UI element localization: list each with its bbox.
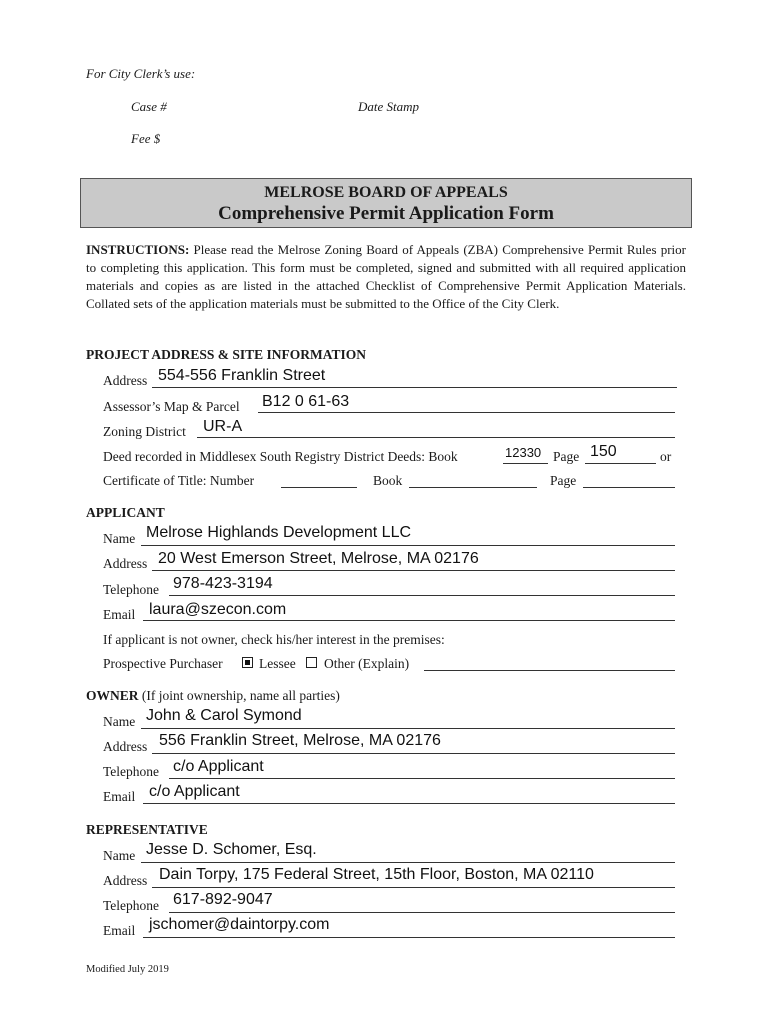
applicant-phone-label: Telephone bbox=[103, 582, 160, 597]
other-explain-label: Other (Explain) bbox=[324, 656, 410, 671]
interest-question: If applicant is not owner, check his/her interest in the premises: bbox=[103, 632, 445, 647]
certificate-page-label: Page bbox=[550, 473, 577, 488]
project-address-label: Address bbox=[103, 373, 148, 388]
applicant-address-label: Address bbox=[103, 556, 148, 571]
prospective-purchaser-label: Prospective Purchaser bbox=[103, 656, 223, 671]
representative-name-label: Name bbox=[103, 848, 136, 863]
applicant-address-line bbox=[152, 570, 675, 571]
representative-email-label: Email bbox=[103, 923, 136, 938]
lessee-label: Lessee bbox=[259, 656, 296, 671]
applicant-email-label: Email bbox=[103, 607, 136, 622]
owner-address-line bbox=[152, 753, 675, 754]
applicant-name-line bbox=[141, 545, 675, 546]
representative-email-field[interactable]: jschomer@daintorpy.com bbox=[149, 916, 330, 933]
zoning-line bbox=[197, 437, 675, 438]
owner-address-field[interactable]: 556 Franklin Street, Melrose, MA 02176 bbox=[159, 732, 441, 749]
representative-phone-line bbox=[169, 912, 675, 913]
owner-section-heading bbox=[86, 688, 340, 704]
owner-subheading: (If joint ownership, name all parties) bbox=[138, 688, 340, 703]
zoning-label: Zoning District bbox=[103, 424, 186, 439]
deed-label: Deed recorded in Middlesex South Registry District Deeds: Book bbox=[103, 449, 458, 464]
modified-date-footer: Modified July 2019 bbox=[86, 964, 169, 975]
applicant-name-field[interactable]: Melrose Highlands Development LLC bbox=[146, 524, 412, 541]
deed-page-label: Page bbox=[553, 449, 580, 464]
case-number-label: Case # bbox=[131, 99, 167, 114]
board-title: MELROSE BOARD OF APPEALS bbox=[264, 184, 508, 201]
clerk-use-heading: For City Clerk’s use: bbox=[86, 66, 196, 81]
zoning-field[interactable]: UR-A bbox=[203, 418, 243, 435]
deed-book-line bbox=[503, 463, 548, 464]
certificate-page-field[interactable] bbox=[583, 487, 675, 488]
deed-page-line bbox=[585, 463, 656, 464]
representative-address-label: Address bbox=[103, 873, 148, 888]
applicant-phone-line bbox=[169, 595, 675, 596]
project-address-line bbox=[152, 387, 677, 388]
other-explain-field[interactable] bbox=[424, 670, 675, 671]
owner-phone-field[interactable]: c/o Applicant bbox=[173, 758, 264, 775]
deed-page-field[interactable]: 150 bbox=[590, 443, 617, 460]
owner-phone-line bbox=[169, 778, 675, 779]
representative-phone-field[interactable]: 617-892-9047 bbox=[173, 891, 273, 908]
form-title: Comprehensive Permit Application Form bbox=[218, 203, 554, 224]
representative-name-field[interactable]: Jesse D. Schomer, Esq. bbox=[146, 841, 317, 858]
owner-email-line bbox=[143, 803, 675, 804]
representative-name-line bbox=[141, 862, 675, 863]
representative-phone-label: Telephone bbox=[103, 898, 160, 913]
owner-email-label: Email bbox=[103, 789, 136, 804]
applicant-phone-field[interactable]: 978-423-3194 bbox=[173, 575, 273, 592]
parcel-label: Assessor’s Map & Parcel bbox=[103, 399, 240, 414]
applicant-email-field[interactable]: laura@szecon.com bbox=[149, 601, 287, 618]
certificate-number-field[interactable] bbox=[281, 487, 357, 488]
representative-address-line bbox=[152, 887, 675, 888]
project-address-field[interactable]: 554-556 Franklin Street bbox=[158, 367, 326, 384]
parcel-field[interactable]: B12 0 61-63 bbox=[262, 393, 350, 410]
or-label: or bbox=[660, 449, 672, 464]
parcel-line bbox=[258, 412, 675, 413]
applicant-section-heading: APPLICANT bbox=[86, 505, 165, 520]
applicant-email-line bbox=[143, 620, 675, 621]
other-checkbox[interactable] bbox=[306, 657, 317, 668]
prospective-purchaser-checkbox[interactable] bbox=[242, 657, 253, 668]
representative-email-line bbox=[143, 937, 675, 938]
instructions-text: Please read the Melrose Zoning Board of Appeals (ZBA) Comprehensive Permit Rules prior to completing this application. This form must be completed, signed and submitted with all required application materials and copies as are listed in the attached Checklist of Comprehensive Permit Application Materials. Collated sets of the application materials must be submitted to the Office of the City Clerk. bbox=[86, 242, 686, 311]
certificate-book-label: Book bbox=[373, 473, 403, 488]
owner-heading: OWNER bbox=[86, 688, 139, 703]
representative-address-field[interactable]: Dain Torpy, 175 Federal Street, 15th Floor, Boston, MA 02110 bbox=[159, 866, 594, 883]
owner-address-label: Address bbox=[103, 739, 148, 754]
date-stamp-label: Date Stamp bbox=[358, 99, 420, 114]
owner-name-line bbox=[141, 728, 675, 729]
instructions-label: INSTRUCTIONS: bbox=[86, 242, 190, 257]
fee-label: Fee $ bbox=[131, 131, 161, 146]
owner-name-label: Name bbox=[103, 714, 136, 729]
form-title-box bbox=[80, 178, 692, 228]
owner-phone-label: Telephone bbox=[103, 764, 160, 779]
applicant-name-label: Name bbox=[103, 531, 136, 546]
owner-email-field[interactable]: c/o Applicant bbox=[149, 783, 240, 800]
instructions-paragraph bbox=[86, 241, 686, 313]
certificate-book-field[interactable] bbox=[409, 487, 537, 488]
project-section-heading: PROJECT ADDRESS & SITE INFORMATION bbox=[86, 347, 367, 362]
applicant-address-field[interactable]: 20 West Emerson Street, Melrose, MA 02176 bbox=[158, 550, 479, 567]
certificate-label: Certificate of Title: Number bbox=[103, 473, 255, 488]
representative-section-heading: REPRESENTATIVE bbox=[86, 822, 208, 837]
deed-book-field[interactable]: 12330 bbox=[505, 445, 542, 460]
owner-name-field[interactable]: John & Carol Symond bbox=[146, 707, 302, 724]
